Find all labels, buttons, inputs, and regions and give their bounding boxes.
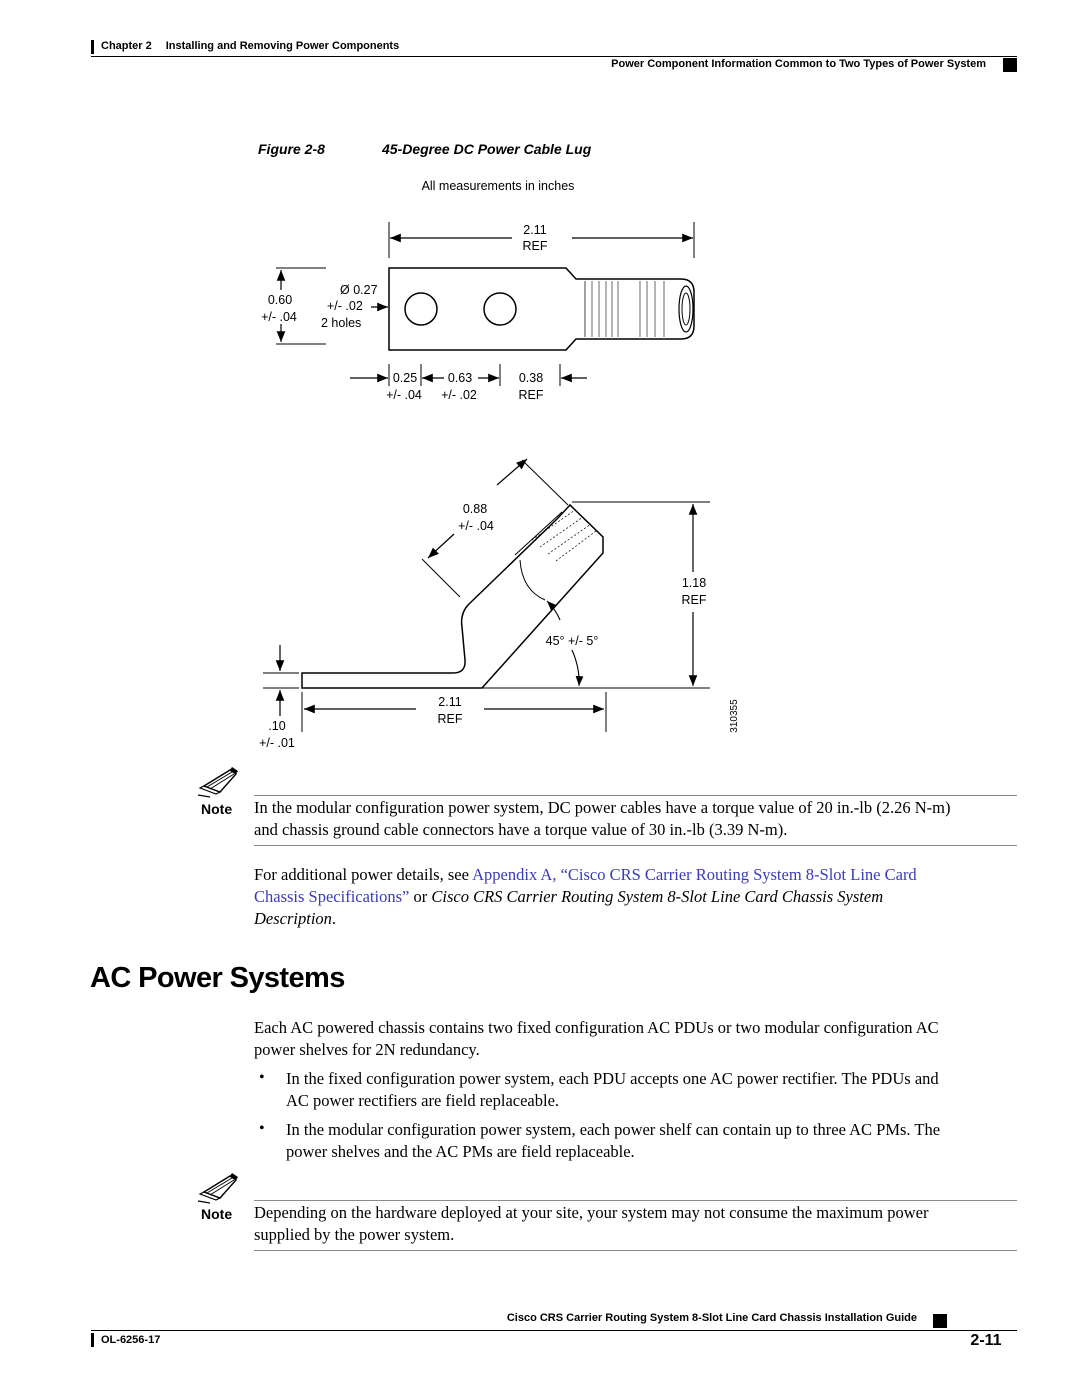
top-height-tol: +/- .04 [261, 310, 297, 324]
spacing-tolerance: +/- .02 [441, 388, 477, 402]
diag-tolerance: +/- .04 [458, 519, 494, 533]
footer-doc-number: OL-6256-17 [101, 1334, 161, 1346]
bullet-dot: • [259, 1120, 265, 1137]
running-header-section: Power Component Information Common to Two Types of Power System [611, 58, 986, 70]
spacing-value: 0.63 [447, 371, 473, 385]
note-text [254, 1202, 1024, 1246]
height-ref: REF [681, 593, 707, 607]
bullet-item [286, 1119, 1026, 1163]
figure-title: 45-Degree DC Power Cable Lug [382, 141, 592, 157]
mounting-hole [484, 293, 516, 325]
mounting-hole [405, 293, 437, 325]
note-label: Note [201, 801, 233, 817]
bullet-line: power shelves and the AC PMs are field replaceable. [286, 1142, 635, 1161]
note-top-rule [254, 795, 1017, 796]
footer-guide-title: Cisco CRS Carrier Routing System 8-Slot Line Card Chassis Installation Guide [506, 1312, 917, 1324]
diag-value: 0.88 [462, 502, 488, 516]
measurement-note: All measurements in inches [421, 179, 575, 193]
hole-tolerance: +/- .02 [327, 299, 363, 313]
note-line: Depending on the hardware deployed at your site, your system may not consume the maximum power [254, 1203, 929, 1222]
height-value: 1.18 [681, 576, 707, 590]
chapter-label: Chapter 2 [101, 40, 152, 52]
side-length-value: 2.11 [438, 695, 462, 709]
note-line: supplied by the power system. [254, 1225, 455, 1244]
hole-diameter: Ø 0.27 [340, 283, 378, 297]
note-line: and chassis ground cable connectors have a torque value of 30 in.-lb (3.39 N-m). [254, 820, 788, 839]
thickness-value: .10 [268, 719, 286, 733]
side-length-ref: REF [437, 712, 463, 726]
note-bottom-rule [254, 1250, 1017, 1251]
note-text [254, 797, 1024, 841]
note-bottom-rule [254, 845, 1017, 846]
note-top-rule [254, 1200, 1017, 1201]
figure-id: 310355 [729, 699, 740, 733]
para-end: . [331, 909, 337, 928]
bullet-item [286, 1068, 1026, 1112]
barrel-value: 0.38 [518, 371, 544, 385]
footer-marker-square [933, 1314, 947, 1328]
appendix-link-continued[interactable]: Chassis Specifications” [254, 887, 410, 906]
para-prefix: For additional power details, see [254, 865, 473, 884]
description-title-continued: Description [254, 909, 332, 928]
edge-value: 0.25 [392, 371, 418, 385]
top-height-value: 0.60 [267, 293, 293, 307]
side-view [259, 459, 710, 750]
or-text: or [409, 887, 432, 906]
bullet-line: In the modular configuration power system, each power shelf can contain up to three AC PMs. The [286, 1120, 941, 1139]
description-title: Cisco CRS Carrier Routing System 8-Slot Line Card Chassis System [431, 887, 884, 906]
note-pencil-icon [196, 1172, 242, 1204]
bullet-dot: • [259, 1069, 265, 1086]
section-paragraph [254, 1017, 1024, 1061]
top-length-value: 2.11 [523, 223, 547, 237]
footer-page-number: 2-11 [970, 1332, 1002, 1349]
thickness-tolerance: +/- .01 [259, 736, 295, 750]
hole-count: 2 holes [321, 316, 362, 330]
bullet-line: AC power rectifiers are field replaceable. [286, 1091, 560, 1110]
note-pencil-icon [196, 766, 242, 798]
edge-tolerance: +/- .04 [386, 388, 422, 402]
appendix-link[interactable]: Appendix A, “Cisco CRS Carrier Routing System 8-Slot Line Card [472, 865, 917, 884]
section-heading: AC Power Systems [90, 962, 345, 994]
top-view [261, 222, 694, 402]
barrel-ref: REF [518, 388, 544, 402]
footer-left-bar [91, 1333, 94, 1347]
figure-label: Figure 2-8 [258, 141, 325, 157]
footer-rule [91, 1330, 1017, 1331]
note-label: Note [201, 1206, 233, 1222]
angle-value: 45° +/- 5° [545, 634, 599, 648]
additional-details-paragraph [254, 864, 1024, 930]
paragraph-line: power shelves for 2N redundancy. [254, 1040, 480, 1059]
paragraph-line: Each AC powered chassis contains two fixed configuration AC PDUs or two modular configuration AC [254, 1018, 939, 1037]
note-line: In the modular configuration power system, DC power cables have a torque value of 20 in.-lb (2.26 N-m) [254, 798, 951, 817]
chapter-title: Installing and Removing Power Components [165, 40, 400, 52]
top-length-ref: REF [522, 239, 548, 253]
bullet-line: In the fixed configuration power system, each PDU accepts one AC power rectifier. The PDUs and [286, 1069, 939, 1088]
